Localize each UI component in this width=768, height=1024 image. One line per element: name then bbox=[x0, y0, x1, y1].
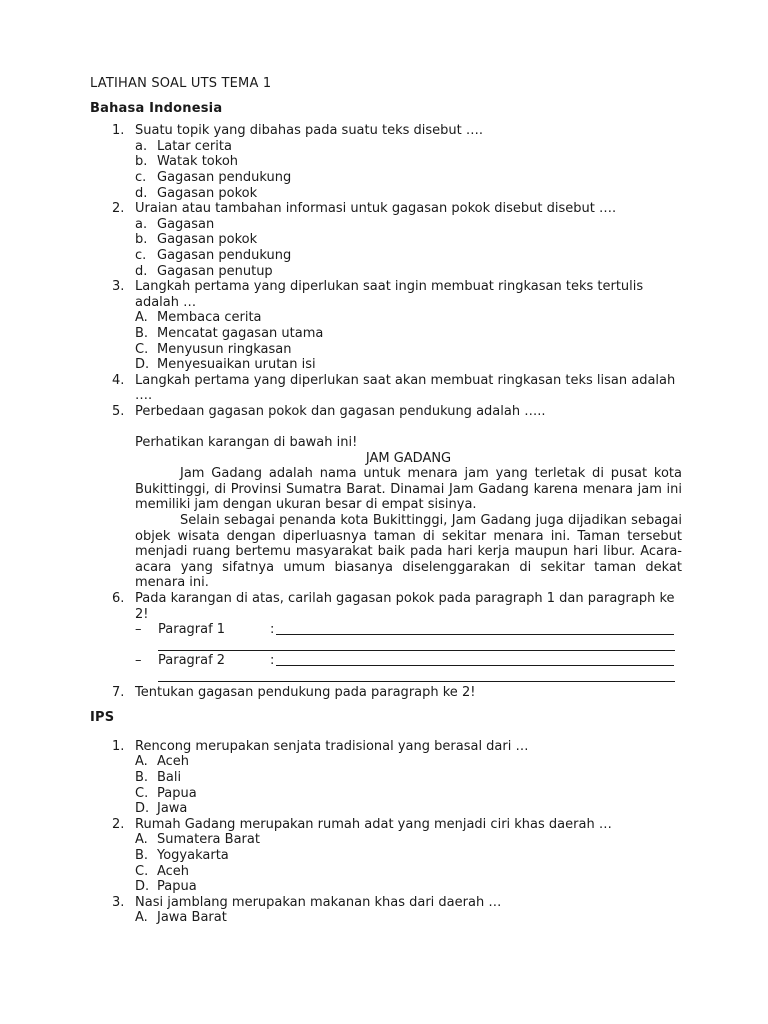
option-letter: B. bbox=[135, 325, 149, 341]
answer-blank-line[interactable] bbox=[276, 665, 674, 666]
question-item bbox=[90, 739, 682, 755]
answer-option bbox=[90, 786, 682, 802]
question-text: Langkah pertama yang diperlukan saat akan membuat ringkasan teks lisan adalah …. bbox=[135, 372, 676, 404]
answer-option bbox=[90, 170, 682, 186]
question-text: Pada karangan di atas, carilah gagasan pokok pada paragraph 1 dan paragraph ke 2! bbox=[135, 591, 675, 622]
spacer bbox=[90, 419, 682, 435]
answer-label: Paragraf 2 bbox=[158, 653, 226, 669]
answer-option bbox=[90, 186, 682, 202]
answer-option bbox=[90, 248, 682, 264]
question-text: Langkah pertama yang diperlukan saat ingin membuat ringkasan teks tertulis adalah … bbox=[135, 279, 644, 310]
answer-option bbox=[90, 139, 682, 155]
question-7 bbox=[90, 685, 682, 701]
answer-option bbox=[90, 864, 682, 880]
option-text: Gagasan pokok bbox=[157, 185, 258, 201]
passage-paragraph-2: Selain sebagai penanda kota Bukittinggi, Jam Gadang juga dijadikan sebagai objek wisata dengan diperluasnya taman di sekitar menara ini. Taman tersebut menjadi ruang bertemu masyarakat baik pada hari kerja maupun hari libur. Acara-acara yang sifatnya umum biasanya diselenggarakan di sekitar taman dekat menara ini. bbox=[135, 513, 682, 591]
option-text: Jawa bbox=[157, 801, 188, 817]
answer-option bbox=[90, 217, 682, 233]
question-text: Tentukan gagasan pendukung pada paragraph ke 2! bbox=[135, 684, 476, 700]
question-item bbox=[90, 817, 682, 833]
answer-option bbox=[90, 879, 682, 895]
question-number: 5. bbox=[112, 403, 125, 419]
option-letter: D. bbox=[135, 357, 150, 373]
option-letter: B. bbox=[135, 769, 149, 785]
answer-option bbox=[90, 770, 682, 786]
question-number: 2. bbox=[112, 816, 125, 832]
option-text: Jawa Barat bbox=[157, 910, 227, 926]
answer-row-paragraf-1 bbox=[90, 622, 682, 638]
option-letter: C. bbox=[135, 341, 149, 357]
answer-option bbox=[90, 342, 682, 358]
option-text: Papua bbox=[157, 785, 197, 801]
answer-option bbox=[90, 910, 682, 926]
option-letter: A. bbox=[135, 310, 148, 326]
question-number: 3. bbox=[112, 279, 125, 295]
document-page bbox=[90, 76, 682, 926]
answer-row-paragraf-2 bbox=[90, 653, 682, 669]
answer-option bbox=[90, 754, 682, 770]
question-number: 7. bbox=[112, 684, 125, 700]
answer-option bbox=[90, 264, 682, 280]
option-text: Bali bbox=[157, 769, 182, 785]
spacer bbox=[90, 700, 682, 710]
option-letter: c. bbox=[135, 169, 147, 185]
question-item bbox=[90, 404, 682, 420]
answer-colon: : bbox=[270, 653, 275, 669]
question-number: 1. bbox=[112, 123, 125, 139]
answer-option bbox=[90, 357, 682, 373]
question-number: 4. bbox=[112, 372, 125, 388]
option-text: Aceh bbox=[157, 863, 190, 879]
option-text: Yogyakarta bbox=[157, 847, 229, 863]
option-letter: b. bbox=[135, 154, 148, 170]
answer-label: Paragraf 1 bbox=[158, 622, 226, 638]
answer-option bbox=[90, 154, 682, 170]
document-title: LATIHAN SOAL UTS TEMA 1 bbox=[90, 76, 272, 91]
answer-option bbox=[90, 310, 682, 326]
option-text: Watak tokoh bbox=[157, 154, 239, 170]
option-text: Menyesuaikan urutan isi bbox=[157, 357, 316, 373]
option-text: Mencatat gagasan utama bbox=[157, 325, 324, 341]
passage-paragraph-1: Jam Gadang adalah nama untuk menara jam yang terletak di pusat kota Bukittinggi, di Provinsi Sumatra Barat. Dinamai Jam Gadang karena menara jam ini memiliki jam dengan ukuran besar di empat sisinya. bbox=[135, 466, 682, 513]
question-item bbox=[90, 123, 682, 139]
question-text: Uraian atau tambahan informasi untuk gagasan pokok disebut disebut …. bbox=[135, 201, 617, 217]
option-letter: d. bbox=[135, 185, 148, 201]
option-text: Gagasan pendukung bbox=[157, 247, 292, 263]
option-text: Papua bbox=[157, 879, 197, 895]
question-text: Perbedaan gagasan pokok dan gagasan pendukung adalah ….. bbox=[135, 403, 546, 419]
dash-bullet: – bbox=[135, 653, 142, 669]
option-letter: c. bbox=[135, 247, 147, 263]
option-letter: C. bbox=[135, 863, 149, 879]
question-item bbox=[90, 895, 682, 911]
option-text: Menyusun ringkasan bbox=[157, 341, 292, 357]
dash-bullet: – bbox=[135, 622, 142, 638]
option-text: Gagasan penutup bbox=[157, 263, 273, 279]
question-number: 6. bbox=[112, 591, 125, 606]
option-text: Gagasan pokok bbox=[157, 232, 258, 248]
question-text: Suatu topik yang dibahas pada suatu teks disebut …. bbox=[135, 123, 484, 139]
question-number: 1. bbox=[112, 738, 125, 754]
answer-colon: : bbox=[270, 622, 275, 638]
option-letter: B. bbox=[135, 847, 149, 863]
option-letter: A. bbox=[135, 754, 148, 770]
option-letter: D. bbox=[135, 801, 150, 817]
question-item bbox=[90, 373, 682, 404]
passage-intro: Perhatikan karangan di bawah ini! bbox=[135, 435, 358, 451]
answer-blank-line[interactable] bbox=[276, 634, 674, 635]
answer-blank-line[interactable] bbox=[158, 650, 675, 651]
question-number: 2. bbox=[112, 201, 125, 217]
answer-option bbox=[90, 848, 682, 864]
option-letter: A. bbox=[135, 910, 148, 926]
ips-question-list bbox=[90, 739, 682, 926]
question-text: Nasi jamblang merupakan makanan khas dari daerah … bbox=[135, 894, 502, 910]
option-letter: A. bbox=[135, 832, 148, 848]
option-letter: D. bbox=[135, 879, 150, 895]
answer-row-continuation bbox=[90, 638, 682, 654]
section-heading-ips: IPS bbox=[90, 710, 115, 726]
question-text: Rencong merupakan senjata tradisional yang berasal dari … bbox=[135, 738, 529, 754]
option-letter: d. bbox=[135, 263, 148, 279]
question-item bbox=[90, 279, 682, 310]
answer-option bbox=[90, 232, 682, 248]
option-text: Sumatera Barat bbox=[157, 832, 260, 848]
question-text: Rumah Gadang merupakan rumah adat yang menjadi ciri khas daerah … bbox=[135, 816, 612, 832]
question-number: 3. bbox=[112, 894, 125, 910]
option-text: Gagasan bbox=[157, 216, 215, 232]
answer-row-continuation bbox=[90, 669, 682, 685]
option-text: Membaca cerita bbox=[157, 310, 262, 326]
answer-blank-line[interactable] bbox=[158, 681, 675, 682]
section-heading-bahasa: Bahasa Indonesia bbox=[90, 100, 223, 116]
answer-option bbox=[90, 832, 682, 848]
answer-option bbox=[90, 801, 682, 817]
bahasa-question-list bbox=[90, 123, 682, 419]
option-text: Aceh bbox=[157, 754, 190, 770]
passage-title: JAM GADANG bbox=[365, 450, 452, 466]
option-letter: C. bbox=[135, 785, 149, 801]
option-text: Gagasan pendukung bbox=[157, 169, 292, 185]
option-text: Latar cerita bbox=[157, 138, 232, 154]
option-letter: b. bbox=[135, 232, 148, 248]
option-letter: a. bbox=[135, 138, 148, 154]
option-letter: a. bbox=[135, 216, 148, 232]
question-6 bbox=[90, 591, 682, 622]
question-item bbox=[90, 201, 682, 217]
answer-option bbox=[90, 326, 682, 342]
